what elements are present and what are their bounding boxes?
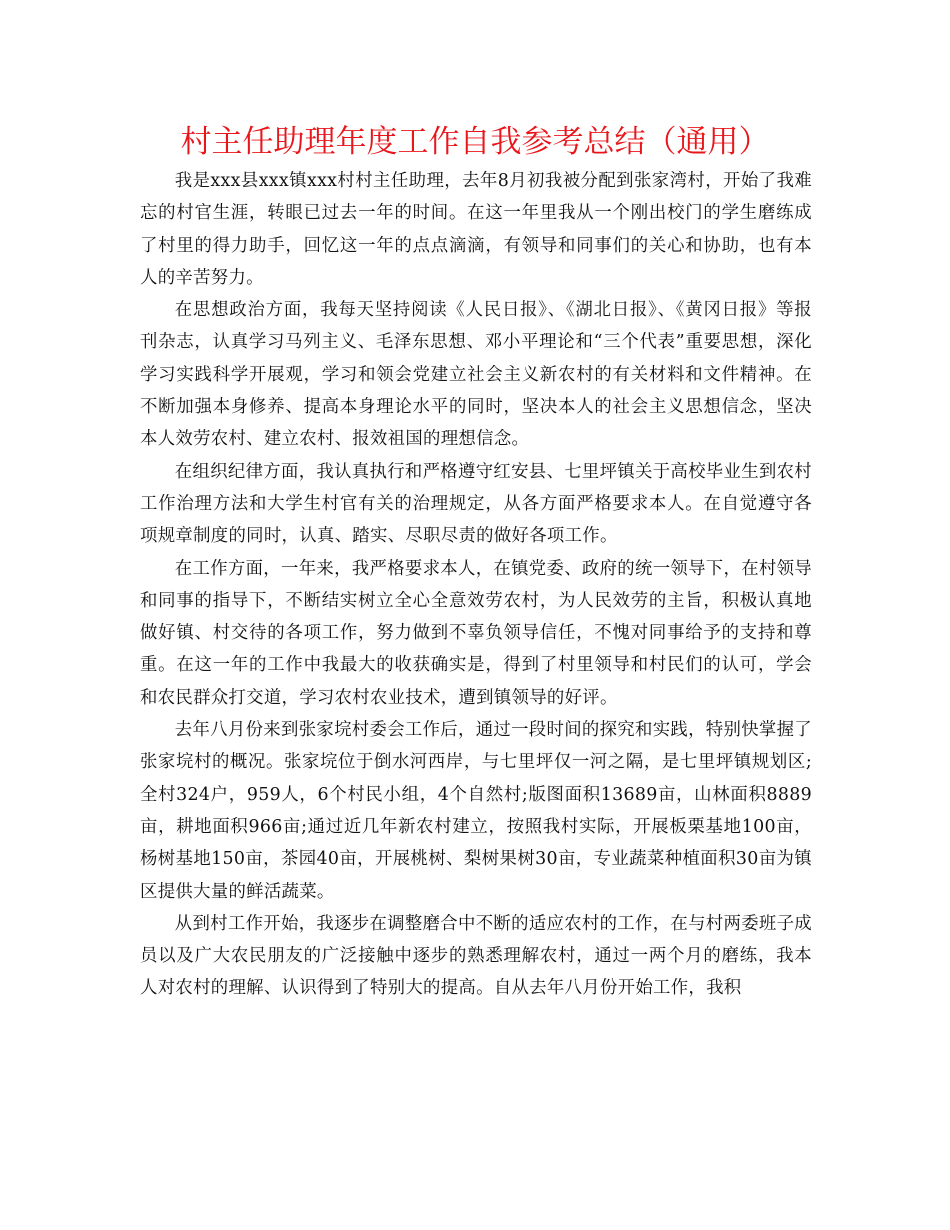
paragraph-adaptation: 从到村工作开始，我逐步在调整磨合中不断的适应农村的工作，在与村两委班子成员以及广大农民朋友的广泛接触中逐步的熟悉理解农村，通过一两个月的磨练，我本人对农村的理解、认识得到了特别大的提高。自从去年八月份开始工作，我积 [140,913,812,999]
paragraph-village-overview: 去年八月份来到张家垸村委会工作后，通过一段时间的探究和实践，特别快掌握了张家垸村的概况。张家垸位于倒水河西岸，与七里坪仅一河之隔，是七里坪镇规划区;全村324户，959人，6个村民小组，4个自然村;版图面积13689亩，山林面积8889亩，耕地面积966亩;通过近几年新农村建立，按照我村实际，开展板栗基地100亩，杨树基地150亩，茶园40亩，开展桃树、梨树果树30亩，专业蔬菜种植面积30亩为镇区提供大量的鲜活蔬菜。 [140,720,812,902]
document-title: 村主任助理年度工作自我参考总结（通用） [180,124,770,160]
paragraph-political: 在思想政治方面，我每天坚持阅读《人民日报》、《湖北日报》、《黄冈日报》等报刊杂志，认真学习马列主义、毛泽东思想、邓小平理论和“三个代表”重要思想，深化学习实践科学开展观，学习和领会党建立社会主义新农村的有关材料和文件精神。在不断加强本身修养、提高本身理论水平的同时，坚决本人的社会主义思想信念，坚决本人效劳农村、建立农村、报效祖国的理想信念。 [140,300,812,450]
paragraph-work: 在工作方面，一年来，我严格要求本人，在镇党委、政府的统一领导下，在村领导和同事的指导下，不断结实树立全心全意效劳农村，为人民效劳的主旨，积极认真地做好镇、村交待的各项工作，努力做到不辜负领导信任，不愧对同事给予的支持和尊重。在这一年的工作中我最大的收获确实是，得到了村里领导和村民们的认可，学会和农民群众打交道，学习农村农业技术，遭到镇领导的好评。 [140,558,812,708]
paragraph-intro: 我是xxx县xxx镇xxx村村主任助理，去年8月初我被分配到张家湾村，开始了我难忘的村官生涯，转眼已过去一年的时间。在这一年里我从一个刚出校门的学生磨练成了村里的得力助手，回忆这一年的点点滴滴，有领导和同事们的关心和协助，也有本人的辛苦努力。 [140,171,812,288]
paragraph-discipline: 在组织纪律方面，我认真执行和严格遵守红安县、七里坪镇关于高校毕业生到农村工作治理方法和大学生村官有关的治理规定，从各方面严格要求本人。在自觉遵守各项规章制度的同时，认真、踏实、尽职尽责的做好各项工作。 [140,461,812,547]
document-body [140,165,812,1005]
